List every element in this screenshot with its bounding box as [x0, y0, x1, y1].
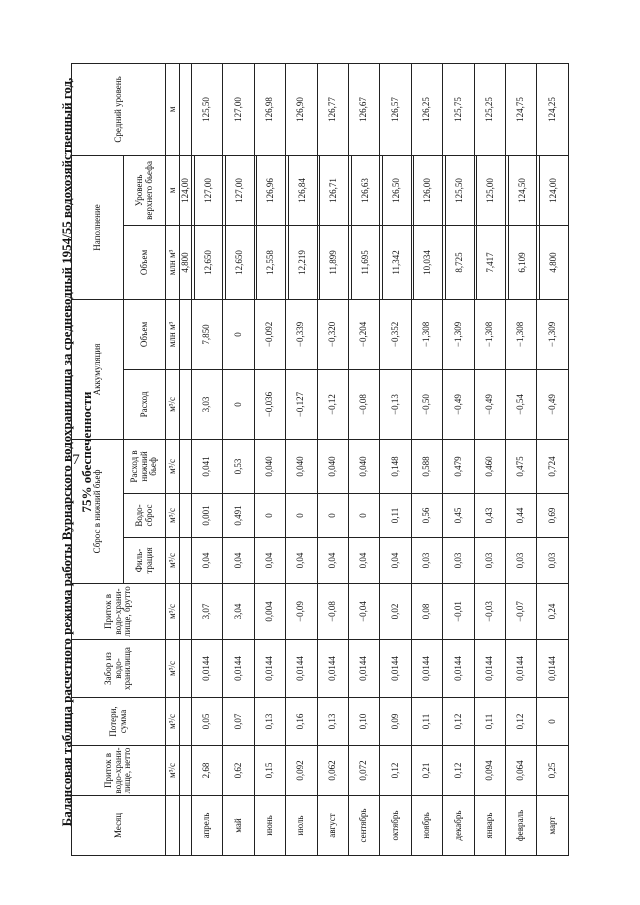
header-discharge-group: Сброс в нижний бьеф — [72, 439, 124, 583]
filtration-cell: 0,04 — [223, 538, 254, 584]
month-cell: август — [317, 796, 348, 856]
accum-volume-cell: −1,308 — [506, 299, 537, 369]
spillway-cell: 0,43 — [474, 494, 505, 538]
inflow-net-cell: 0,092 — [286, 746, 317, 796]
table-subtitle: 75% обеспеченности — [79, 391, 94, 513]
header-inflow-net: Приток в водо-храни-лище, нетто — [72, 746, 166, 796]
average-level-cell: 126,67 — [349, 63, 380, 155]
unit-withdrawal: м³/с — [166, 640, 180, 698]
withdrawal-cell: 0,0144 — [223, 640, 254, 698]
unit-upper-level: м — [166, 155, 180, 225]
average-level-cell: 127,00 — [223, 63, 254, 155]
unit-accumulation-volume: млн м³ — [166, 299, 180, 369]
losses-cell: 0,11 — [411, 698, 442, 746]
inflow-gross-cell: 3,07 — [192, 584, 223, 640]
accum-volume-cell: 0 — [223, 299, 254, 369]
accum-volume-cell: −1,308 — [474, 299, 505, 369]
accum-volume-cell: −0,352 — [380, 299, 411, 369]
header-spillway: Водо-сброс — [124, 494, 166, 538]
average-level-cell: 125,25 — [474, 63, 505, 155]
end-volume-cell: 6,109 — [508, 225, 537, 299]
unit-month — [166, 796, 180, 856]
end-level-cell: 126,00 — [414, 155, 443, 225]
losses-cell: 0,12 — [506, 698, 537, 746]
tailwater-cell: 0,040 — [254, 439, 285, 493]
losses-cell: 0,05 — [192, 698, 223, 746]
end-volume-cell: 4,800 — [540, 225, 569, 299]
unit-inflow-gross: м³/с — [166, 584, 180, 640]
month-cell: март — [537, 796, 569, 856]
accum-flow-cell: −0,036 — [254, 369, 285, 439]
month-cell: декабрь — [443, 796, 474, 856]
losses-cell: 0,09 — [380, 698, 411, 746]
inflow-net-cell: 0,12 — [443, 746, 474, 796]
withdrawal-cell: 0,0144 — [411, 640, 442, 698]
header-tailwater-flow: Расход в нижний бьеф — [124, 439, 166, 493]
accum-flow-cell: −0,127 — [286, 369, 317, 439]
unit-inflow-net: м³/с — [166, 746, 180, 796]
end-volume-cell: 11,695 — [351, 225, 380, 299]
inflow-net-cell: 0,15 — [254, 746, 285, 796]
withdrawal-cell: 0,0144 — [254, 640, 285, 698]
average-level-cell: 126,98 — [254, 63, 285, 155]
tailwater-cell: 0,148 — [380, 439, 411, 493]
inflow-net-cell: 0,21 — [411, 746, 442, 796]
header-fill-volume: Объем — [124, 225, 166, 299]
month-cell: январь — [474, 796, 505, 856]
accum-flow-cell: −0,50 — [411, 369, 442, 439]
filtration-cell: 0,03 — [411, 538, 442, 584]
end-volume-cell: 12,650 — [226, 225, 255, 299]
end-level-cell: 126,63 — [351, 155, 380, 225]
end-volume-cell: 12,650 — [194, 225, 223, 299]
end-volume-cell: 12,219 — [288, 225, 317, 299]
spillway-cell: 0,69 — [537, 494, 569, 538]
filtration-cell: 0,04 — [317, 538, 348, 584]
inflow-net-cell: 2,68 — [192, 746, 223, 796]
accum-volume-cell: −1,308 — [411, 299, 442, 369]
accum-flow-cell: −0,13 — [380, 369, 411, 439]
inflow-net-cell: 0,094 — [474, 746, 505, 796]
inflow-gross-cell: 0,08 — [411, 584, 442, 640]
end-level-cell: 126,71 — [320, 155, 349, 225]
inflow-gross-cell: −0,07 — [506, 584, 537, 640]
losses-cell: 0,12 — [443, 698, 474, 746]
spillway-cell: 0,44 — [506, 494, 537, 538]
inflow-net-cell: 0,072 — [349, 746, 380, 796]
accum-volume-cell: −1,309 — [443, 299, 474, 369]
header-accumulation-volume: Объем — [124, 299, 166, 369]
accum-flow-cell: −0,12 — [317, 369, 348, 439]
end-level-cell: 126,96 — [257, 155, 286, 225]
tailwater-cell: 0,724 — [537, 439, 569, 493]
month-cell: июль — [286, 796, 317, 856]
spillway-cell: 0,491 — [223, 494, 254, 538]
average-level-cell: 124,25 — [537, 63, 569, 155]
accum-flow-cell: −0,49 — [474, 369, 505, 439]
filtration-cell: 0,04 — [192, 538, 223, 584]
unit-fill-volume: млн м³ — [166, 225, 180, 299]
end-level-cell: 127,00 — [226, 155, 255, 225]
accum-flow-cell: −0,54 — [506, 369, 537, 439]
losses-cell: 0,10 — [349, 698, 380, 746]
filtration-cell: 0,03 — [474, 538, 505, 584]
average-level-cell: 126,25 — [411, 63, 442, 155]
average-level-cell: 126,57 — [380, 63, 411, 155]
end-level-cell: 124,50 — [508, 155, 537, 225]
table-title: Балансовая таблица расчетного режима работы Вурнарского водохранилища за средневодный 1954/55 водохозяйственный год, — [59, 77, 74, 827]
withdrawal-cell: 0,0144 — [537, 640, 569, 698]
inflow-net-cell: 0,62 — [223, 746, 254, 796]
end-level-cell: 126,50 — [383, 155, 412, 225]
month-cell: февраль — [506, 796, 537, 856]
inflow-gross-cell: −0,09 — [286, 584, 317, 640]
month-cell: май — [223, 796, 254, 856]
inflow-gross-cell: −0,01 — [443, 584, 474, 640]
header-inflow-gross: Приток в водо-храни-лище, брутто — [72, 584, 166, 640]
inflow-net-cell: 0,12 — [380, 746, 411, 796]
inflow-gross-cell: 0,24 — [537, 584, 569, 640]
initial-fill-volume: 4,800 — [180, 225, 192, 299]
month-cell: ноябрь — [411, 796, 442, 856]
inflow-gross-cell: 0,004 — [254, 584, 285, 640]
average-level-cell: 126,90 — [286, 63, 317, 155]
inflow-gross-cell: −0,08 — [317, 584, 348, 640]
losses-cell: 0,16 — [286, 698, 317, 746]
accum-volume-cell: −1,309 — [537, 299, 569, 369]
losses-cell: 0,13 — [254, 698, 285, 746]
tailwater-cell: 0,588 — [411, 439, 442, 493]
filtration-cell: 0,03 — [506, 538, 537, 584]
unit-spillway: м³/с — [166, 494, 180, 538]
spillway-cell: 0,56 — [411, 494, 442, 538]
month-cell: июнь — [254, 796, 285, 856]
losses-cell: 0 — [537, 698, 569, 746]
tailwater-cell: 0,475 — [506, 439, 537, 493]
spillway-cell: 0 — [254, 494, 285, 538]
header-accumulation-flow: Расход — [124, 369, 166, 439]
end-level-cell: 125,50 — [445, 155, 474, 225]
inflow-net-cell: 0,062 — [317, 746, 348, 796]
withdrawal-cell: 0,0144 — [474, 640, 505, 698]
end-level-cell: 125,00 — [477, 155, 506, 225]
accum-volume-cell: 7,850 — [192, 299, 223, 369]
month-cell: апрель — [192, 796, 223, 856]
header-losses: Потери, сумма — [72, 698, 166, 746]
filtration-cell: 0,04 — [380, 538, 411, 584]
inflow-net-cell: 0,25 — [537, 746, 569, 796]
unit-average-level: м — [166, 63, 180, 155]
end-volume-cell: 11,899 — [320, 225, 349, 299]
tailwater-cell: 0,040 — [286, 439, 317, 493]
end-volume-cell: 8,725 — [445, 225, 474, 299]
balance-table-container — [71, 64, 569, 856]
inflow-gross-cell: −0,03 — [474, 584, 505, 640]
table-body — [192, 63, 569, 855]
header-average-level: Средний уровень — [72, 63, 166, 155]
tailwater-cell: 0,53 — [223, 439, 254, 493]
losses-cell: 0,11 — [474, 698, 505, 746]
unit-filtration: м³/с — [166, 538, 180, 584]
tailwater-cell: 0,041 — [192, 439, 223, 493]
header-month: Месяц — [72, 796, 166, 856]
average-level-cell: 124,75 — [506, 63, 537, 155]
spillway-cell: 0,001 — [192, 494, 223, 538]
spillway-cell: 0 — [349, 494, 380, 538]
accum-flow-cell: 3,03 — [192, 369, 223, 439]
balance-table — [71, 63, 569, 856]
accum-flow-cell: −0,49 — [537, 369, 569, 439]
inflow-gross-cell: −0,04 — [349, 584, 380, 640]
tailwater-cell: 0,040 — [317, 439, 348, 493]
spillway-cell: 0,11 — [380, 494, 411, 538]
losses-cell: 0,07 — [223, 698, 254, 746]
filtration-cell: 0,03 — [537, 538, 569, 584]
spillway-cell: 0 — [286, 494, 317, 538]
filtration-cell: 0,03 — [443, 538, 474, 584]
accum-flow-cell: −0,08 — [349, 369, 380, 439]
withdrawal-cell: 0,0144 — [506, 640, 537, 698]
header-filtration: Филь-трация — [124, 538, 166, 584]
end-volume-cell: 10,034 — [414, 225, 443, 299]
inflow-gross-cell: 0,02 — [380, 584, 411, 640]
withdrawal-cell: 0,0144 — [286, 640, 317, 698]
header-filling-group: Наполнение — [72, 155, 124, 299]
end-volume-cell: 11,342 — [383, 225, 412, 299]
withdrawal-cell: 0,0144 — [192, 640, 223, 698]
end-level-cell: 126,84 — [288, 155, 317, 225]
tailwater-cell: 0,040 — [349, 439, 380, 493]
month-cell: октябрь — [380, 796, 411, 856]
tailwater-cell: 0,460 — [474, 439, 505, 493]
header-withdrawal: Забор из водо-хранилища — [72, 640, 166, 698]
accum-volume-cell: −0,092 — [254, 299, 285, 369]
losses-cell: 0,13 — [317, 698, 348, 746]
end-volume-cell: 12,558 — [257, 225, 286, 299]
tailwater-cell: 0,479 — [443, 439, 474, 493]
inflow-net-cell: 0,064 — [506, 746, 537, 796]
end-volume-cell: 7,417 — [477, 225, 506, 299]
page-number: 7 — [72, 452, 80, 468]
initial-month — [180, 796, 192, 856]
end-level-cell: 124,00 — [540, 155, 569, 225]
accum-flow-cell: −0,49 — [443, 369, 474, 439]
accum-flow-cell: 0 — [223, 369, 254, 439]
filtration-cell: 0,04 — [254, 538, 285, 584]
unit-tailwater: м³/с — [166, 439, 180, 493]
initial-upper-level: 124,00 — [180, 155, 192, 225]
unit-losses: м³/с — [166, 698, 180, 746]
spillway-cell: 0 — [317, 494, 348, 538]
end-level-cell: 127,00 — [194, 155, 223, 225]
header-accumulation-group: Аккумуляция — [72, 299, 124, 439]
month-cell: сентябрь — [349, 796, 380, 856]
filtration-cell: 0,04 — [349, 538, 380, 584]
accum-volume-cell: −0,204 — [349, 299, 380, 369]
average-level-cell: 125,50 — [192, 63, 223, 155]
average-level-cell: 126,77 — [317, 63, 348, 155]
inflow-gross-cell: 3,04 — [223, 584, 254, 640]
filtration-cell: 0,04 — [286, 538, 317, 584]
spillway-cell: 0,45 — [443, 494, 474, 538]
header-upper-level: Уровень верхнего бьефа — [124, 155, 166, 225]
withdrawal-cell: 0,0144 — [349, 640, 380, 698]
accum-volume-cell: −0,339 — [286, 299, 317, 369]
withdrawal-cell: 0,0144 — [380, 640, 411, 698]
withdrawal-cell: 0,0144 — [443, 640, 474, 698]
withdrawal-cell: 0,0144 — [317, 640, 348, 698]
average-level-cell: 125,75 — [443, 63, 474, 155]
unit-accumulation-flow: м³/с — [166, 369, 180, 439]
accum-volume-cell: −0,320 — [317, 299, 348, 369]
